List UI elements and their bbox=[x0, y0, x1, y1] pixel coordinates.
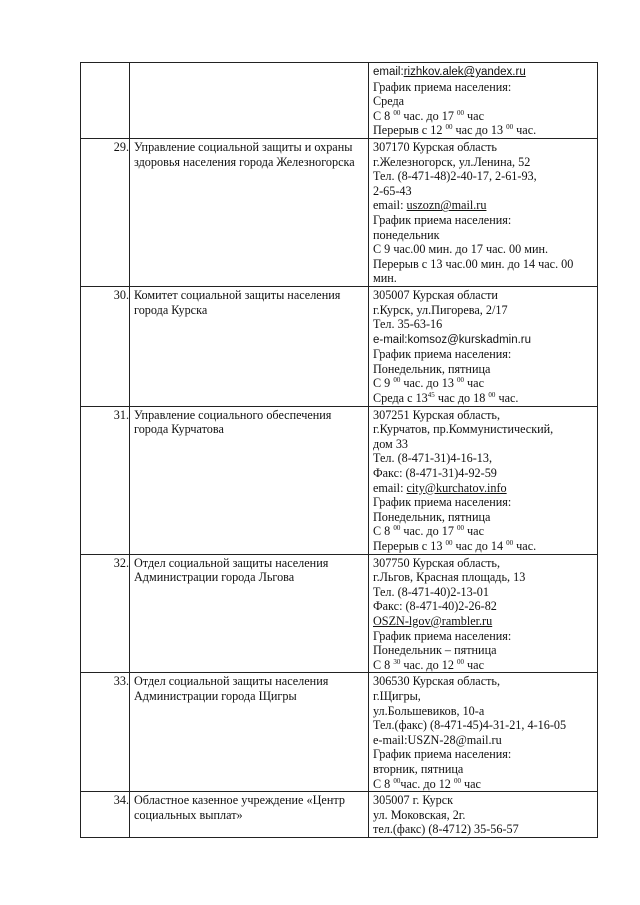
contact-line bbox=[373, 64, 597, 80]
row-number: 34. bbox=[81, 792, 130, 838]
contact-line bbox=[373, 733, 597, 748]
contact-text: 307170 Курская область bbox=[373, 139, 497, 154]
time-superscript: 00 bbox=[445, 123, 453, 132]
table-row bbox=[81, 138, 598, 286]
contact-line bbox=[373, 599, 597, 614]
contact-text: 307750 Курская область, bbox=[373, 555, 501, 570]
contact-text: График приема населения: bbox=[373, 628, 512, 643]
contact-info bbox=[369, 138, 598, 286]
contact-line bbox=[373, 123, 597, 138]
contact-text: График приема населения: bbox=[373, 747, 512, 762]
time-superscript: 00 bbox=[393, 524, 401, 533]
contact-line bbox=[373, 303, 597, 318]
contact-line bbox=[373, 155, 597, 170]
contact-text: 307251 Курская область, bbox=[373, 407, 501, 422]
row-number bbox=[81, 63, 130, 139]
contact-text: Перерыв с 13 bbox=[373, 539, 446, 553]
row-number: 32. bbox=[81, 554, 130, 673]
contact-text: час. bbox=[513, 539, 537, 553]
contact-line bbox=[373, 704, 597, 719]
contact-line bbox=[373, 228, 597, 243]
contact-text: час bbox=[464, 524, 484, 539]
contact-line bbox=[373, 242, 597, 257]
contact-text: e-mail:USZN-28@mail.ru bbox=[373, 732, 502, 747]
institution-name: Управление социального обеспечения города Курчатова bbox=[130, 406, 369, 554]
contact-text: час до 18 bbox=[434, 391, 489, 406]
institution-name bbox=[130, 63, 369, 139]
contact-line bbox=[373, 556, 597, 571]
contact-text: Факс: (8-471-40)2-26-82 bbox=[373, 599, 497, 614]
contact-text: e-mail:komsoz@kurskadmin.ru bbox=[373, 333, 532, 346]
contact-line bbox=[373, 109, 597, 124]
contact-info bbox=[369, 406, 598, 554]
time-superscript: 30 bbox=[393, 657, 401, 666]
contact-text: час. до 17 bbox=[400, 108, 457, 123]
contact-info bbox=[369, 673, 598, 792]
row-number: 33. bbox=[81, 673, 130, 792]
contact-line bbox=[373, 169, 597, 184]
contact-text: Тел.(факс) (8-471-45)4-31-21, 4-16-05 bbox=[373, 718, 567, 733]
contact-text: час. bbox=[495, 391, 519, 406]
contact-text: час до 13 bbox=[452, 123, 507, 138]
contact-line bbox=[373, 288, 597, 303]
contact-text: Тел. 35-63-16 bbox=[373, 317, 443, 332]
contact-text: Тел. (8-471-48)2-40-17, 2-61-93, bbox=[373, 169, 537, 184]
contact-info bbox=[369, 286, 598, 406]
contact-text: час bbox=[464, 376, 484, 391]
contact-text: понедельник bbox=[373, 227, 440, 242]
contact-text: Перерыв с 12 bbox=[373, 123, 446, 138]
contact-line bbox=[373, 317, 597, 332]
contact-text: дом 33 bbox=[373, 436, 409, 451]
contact-text: ул.Большевиков, 10-а bbox=[373, 703, 485, 718]
contact-line bbox=[373, 570, 597, 585]
contact-text: час. до 17 bbox=[400, 524, 457, 539]
contact-text: 2-65-43 bbox=[373, 183, 412, 198]
contact-line bbox=[373, 747, 597, 762]
contact-line bbox=[373, 451, 597, 466]
contact-line bbox=[373, 777, 597, 792]
contact-line bbox=[373, 437, 597, 452]
contact-line bbox=[373, 376, 597, 391]
table-row bbox=[81, 673, 598, 792]
table-row bbox=[81, 792, 598, 838]
contact-line bbox=[373, 510, 597, 525]
email-link[interactable]: uszozn@mail.ru bbox=[406, 198, 487, 213]
contact-line bbox=[373, 495, 597, 510]
time-superscript: 00 bbox=[393, 108, 401, 117]
institutions-table-body bbox=[81, 63, 598, 838]
contact-text: С 8 bbox=[373, 524, 394, 539]
contact-text: час bbox=[464, 108, 484, 123]
contact-line bbox=[373, 198, 597, 213]
contact-info bbox=[369, 63, 598, 139]
contact-text: Среда с 13 bbox=[373, 391, 428, 406]
table-row bbox=[81, 406, 598, 554]
contact-text: г.Льгов, Красная площадь, 13 bbox=[373, 570, 526, 585]
contact-line bbox=[373, 658, 597, 673]
contact-text: График приема населения: bbox=[373, 212, 512, 227]
row-number: 31. bbox=[81, 406, 130, 554]
time-superscript: 00 bbox=[445, 539, 453, 547]
contact-text: Среда bbox=[373, 94, 405, 109]
email-link[interactable]: city@kurchatov.info bbox=[406, 480, 507, 495]
contact-line bbox=[373, 629, 597, 644]
contact-line bbox=[373, 808, 597, 823]
contact-text: 305007 г. Курск bbox=[373, 793, 454, 808]
contact-line bbox=[373, 347, 597, 362]
contact-text: С 8 bbox=[373, 776, 394, 791]
contact-text: email: bbox=[373, 66, 404, 78]
contact-text: Понедельник – пятница bbox=[373, 643, 497, 658]
contact-line bbox=[373, 524, 597, 539]
table-row bbox=[81, 554, 598, 673]
contact-text: График приема населения: bbox=[373, 347, 512, 362]
contact-text: Тел. (8-471-40)2-13-01 bbox=[373, 584, 489, 599]
contact-line bbox=[373, 94, 597, 109]
time-superscript: 00 bbox=[457, 108, 464, 117]
contact-text: тел.(факс) (8-4712) 35-56-57 bbox=[373, 822, 519, 837]
table-row bbox=[81, 63, 598, 139]
contact-text: час. до 12 bbox=[400, 657, 457, 672]
contact-text: час до 14 bbox=[452, 539, 507, 553]
contact-text: С 8 bbox=[373, 657, 394, 672]
contact-text: час. до 13 bbox=[400, 376, 457, 391]
contact-line bbox=[373, 762, 597, 777]
contact-line bbox=[373, 614, 597, 629]
contact-text: вторник, пятница bbox=[373, 761, 464, 776]
contact-text: 306530 Курская область, bbox=[373, 674, 501, 689]
contact-line bbox=[373, 643, 597, 658]
contact-line bbox=[373, 674, 597, 689]
time-superscript: 00 bbox=[506, 539, 514, 547]
time-superscript: 00 bbox=[393, 776, 401, 785]
time-superscript: 00 bbox=[393, 376, 401, 385]
contact-text: С 9 bbox=[373, 376, 394, 391]
contact-line bbox=[373, 539, 597, 554]
contact-line bbox=[373, 718, 597, 733]
contact-line bbox=[373, 213, 597, 228]
institution-name: Областное казенное учреждение «Центр социальных выплат» bbox=[130, 792, 369, 838]
institution-name: Отдел социальной защиты населения Администрации города Щигры bbox=[130, 673, 369, 792]
time-superscript: 00 bbox=[457, 376, 464, 385]
email-link[interactable]: OSZN-lgov@rambler.ru bbox=[373, 613, 493, 628]
contact-text: г.Курск, ул.Пигорева, 2/17 bbox=[373, 302, 508, 317]
contact-line bbox=[373, 689, 597, 704]
contact-line bbox=[373, 408, 597, 423]
contact-info bbox=[369, 554, 598, 673]
institutions-table bbox=[80, 62, 598, 838]
contact-text: час bbox=[464, 657, 484, 672]
contact-line bbox=[373, 585, 597, 600]
contact-text: Тел. (8-471-31)4-16-13, bbox=[373, 451, 492, 466]
table-row bbox=[81, 286, 598, 406]
contact-text: г.Железногорск, ул.Ленина, 52 bbox=[373, 154, 531, 169]
contact-text: г.Курчатов, пр.Коммунистический, bbox=[373, 422, 554, 437]
contact-line bbox=[373, 466, 597, 481]
time-superscript: 45 bbox=[427, 391, 435, 400]
contact-line bbox=[373, 80, 597, 95]
contact-line bbox=[373, 793, 597, 808]
contact-line bbox=[373, 332, 597, 348]
contact-text: час. до 12 bbox=[400, 776, 454, 791]
contact-text: мин. bbox=[373, 271, 397, 286]
contact-text: Факс: (8-471-31)4-92-59 bbox=[373, 466, 497, 481]
contact-text: С 8 bbox=[373, 108, 394, 123]
row-number: 30. bbox=[81, 286, 130, 406]
time-superscript: 00 bbox=[453, 776, 461, 785]
time-superscript: 00 bbox=[506, 123, 514, 132]
contact-line bbox=[373, 362, 597, 377]
contact-text: 305007 Курская области bbox=[373, 287, 498, 302]
contact-line bbox=[373, 257, 597, 272]
time-superscript: 00 bbox=[457, 657, 464, 666]
contact-info bbox=[369, 792, 598, 838]
contact-text: График приема населения: bbox=[373, 495, 512, 510]
contact-text: час bbox=[460, 776, 481, 791]
contact-line bbox=[373, 481, 597, 496]
email-link[interactable]: rizhkov.alek@yandex.ru bbox=[403, 66, 526, 78]
institution-name: Комитет социальной защиты населения города Курска bbox=[130, 286, 369, 406]
time-superscript: 00 bbox=[457, 524, 464, 533]
contact-line bbox=[373, 184, 597, 199]
contact-text: График приема населения: bbox=[373, 79, 512, 94]
contact-text: С 9 час.00 мин. до 17 час. 00 мин. bbox=[373, 242, 549, 257]
contact-text: Перерыв с 13 час.00 мин. до 14 час. 00 bbox=[373, 256, 574, 271]
contact-line bbox=[373, 140, 597, 155]
institution-name: Отдел социальной защиты населения Администрации города Льгова bbox=[130, 554, 369, 673]
row-number: 29. bbox=[81, 138, 130, 286]
contact-text: ул. Моковская, 2г. bbox=[373, 807, 466, 822]
contact-text: час. bbox=[513, 123, 537, 138]
contact-text: Понедельник, пятница bbox=[373, 509, 491, 524]
time-superscript: 00 bbox=[488, 391, 496, 400]
contact-text: г.Щигры, bbox=[373, 688, 421, 703]
institution-name: Управление социальной защиты и охраны здоровья населения города Железногорска bbox=[130, 138, 369, 286]
contact-text: email: bbox=[373, 198, 407, 213]
contact-text: email: bbox=[373, 480, 407, 495]
contact-line bbox=[373, 822, 597, 837]
contact-line bbox=[373, 422, 597, 437]
contact-line bbox=[373, 271, 597, 286]
contact-text: Понедельник, пятница bbox=[373, 361, 491, 376]
contact-line bbox=[373, 391, 597, 406]
